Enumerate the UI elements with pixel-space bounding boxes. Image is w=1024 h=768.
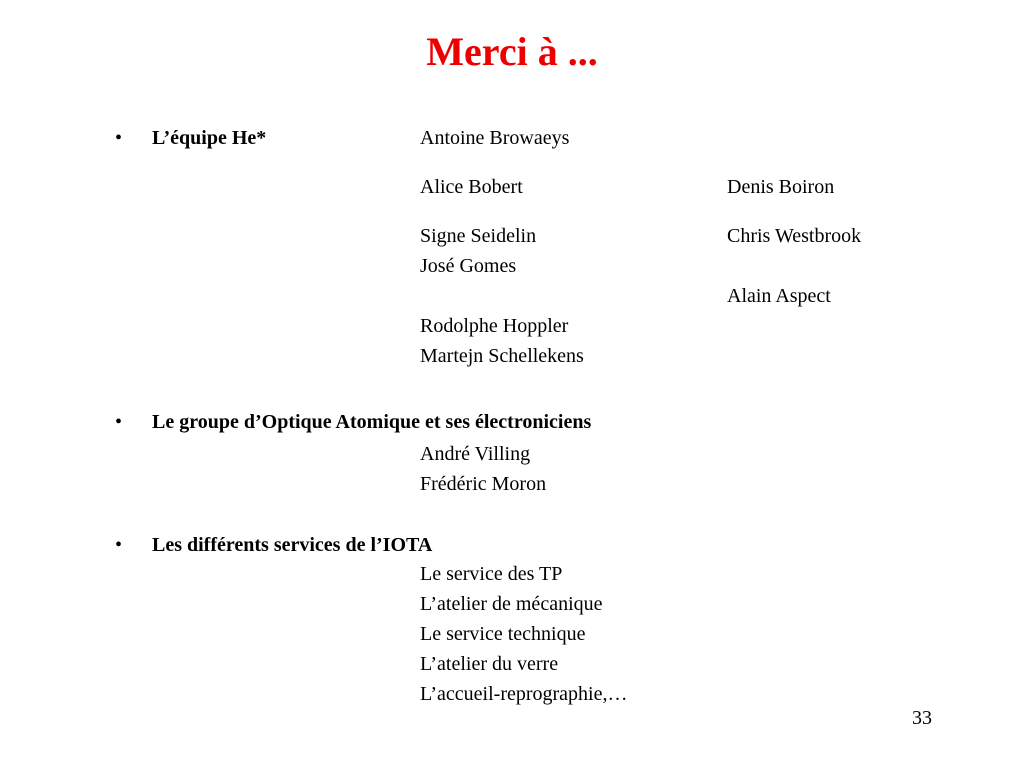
slide-title: Merci à ...: [426, 29, 598, 74]
page-number: 33: [912, 707, 932, 729]
bullet-2: •: [115, 411, 123, 433]
name-item: André Villing: [420, 443, 531, 465]
name-item: Chris Westbrook: [727, 225, 862, 247]
name-item: Martejn Schellekens: [420, 345, 584, 367]
service-item: L’atelier du verre: [420, 653, 559, 675]
service-item: Le service des TP: [420, 563, 563, 585]
name-item: Denis Boiron: [727, 176, 835, 198]
section-heading-services-iota: Les différents services de l’IOTA: [152, 534, 433, 556]
bullet-3: •: [115, 534, 123, 556]
service-item: L’accueil-reprographie,…: [420, 683, 628, 705]
name-item: José Gomes: [420, 255, 517, 277]
name-item: Antoine Browaeys: [420, 127, 570, 149]
service-item: Le service technique: [420, 623, 586, 645]
name-item: Rodolphe Hoppler: [420, 315, 569, 337]
service-item: L’atelier de mécanique: [420, 593, 603, 615]
name-item: Frédéric Moron: [420, 473, 547, 495]
section-heading-optique-atomique: Le groupe d’Optique Atomique et ses électroniciens: [152, 411, 592, 433]
name-item: Signe Seidelin: [420, 225, 537, 247]
name-item: Alice Bobert: [420, 176, 523, 198]
name-item: Alain Aspect: [727, 285, 831, 307]
section-heading-team-he: L’équipe He*: [152, 127, 267, 149]
bullet-1: •: [115, 127, 123, 149]
